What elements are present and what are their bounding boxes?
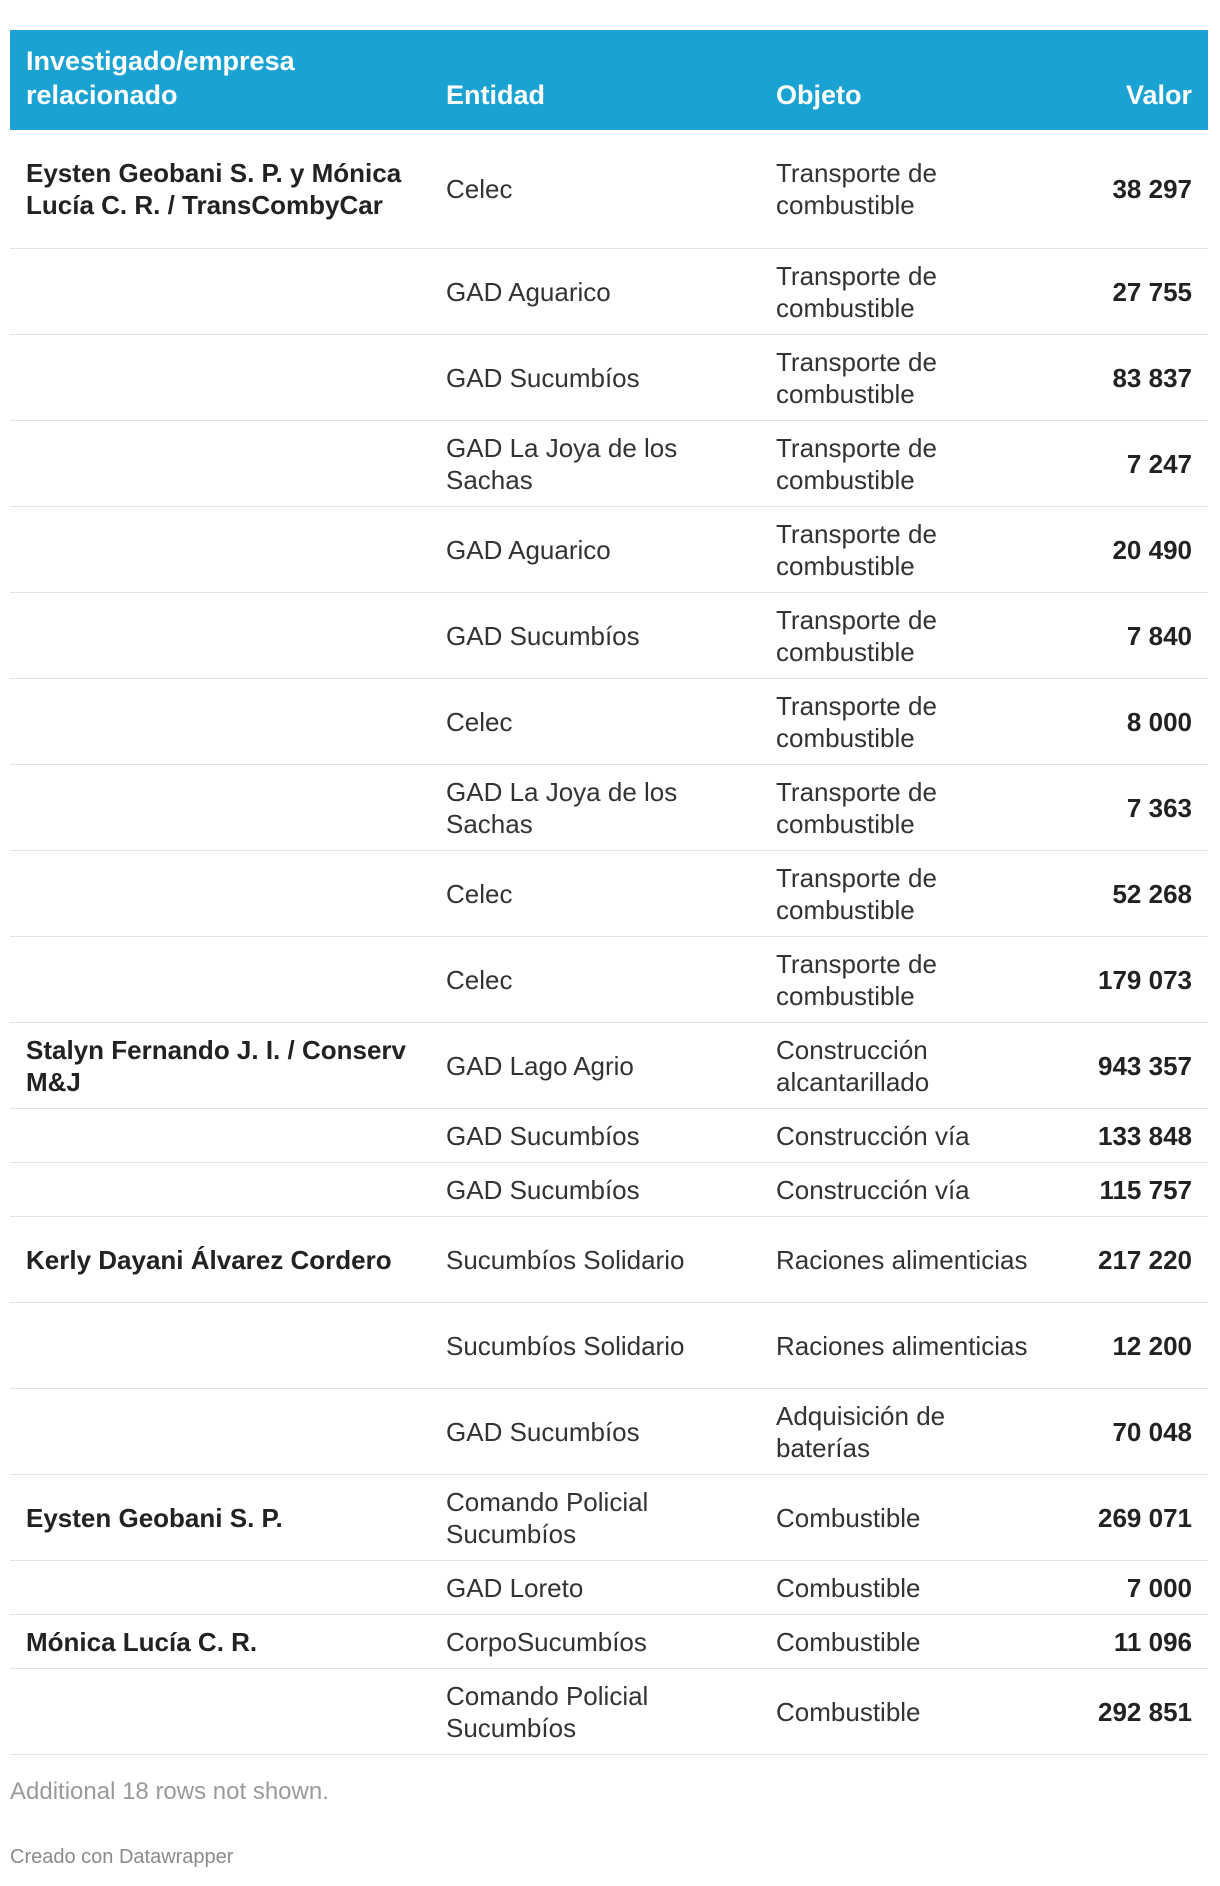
cell-valor: 133 848 [1050, 1109, 1208, 1163]
cell-entidad: GAD La Joya de los Sachas [430, 421, 760, 507]
cell-entidad: Celec [430, 130, 760, 249]
header-entidad[interactable]: Entidad [446, 80, 545, 110]
cell-objeto: Transporte de combustible [760, 593, 1050, 679]
cell-objeto: Transporte de combustible [760, 130, 1050, 249]
datawrapper-credit: Creado con Datawrapper [10, 1846, 234, 1868]
cell-entidad: GAD Sucumbíos [430, 1163, 760, 1217]
table-row [10, 1303, 1208, 1389]
cell-objeto: Transporte de combustible [760, 507, 1050, 593]
cell-objeto: Transporte de combustible [760, 249, 1050, 335]
cell-objeto: Combustible [760, 1669, 1050, 1755]
header-valor[interactable]: Valor [1125, 80, 1192, 110]
cell-investigado [10, 335, 430, 421]
cell-entidad: GAD Aguarico [430, 507, 760, 593]
cell-valor: 7 000 [1050, 1561, 1208, 1615]
cell-valor: 115 757 [1050, 1163, 1208, 1217]
cell-investigado [10, 1669, 430, 1755]
cell-objeto: Transporte de combustible [760, 679, 1050, 765]
cell-valor: 8 000 [1050, 679, 1208, 765]
cell-investigado: Stalyn Fernando J. I. / Conserv M&J [10, 1023, 430, 1109]
table-header-row [10, 30, 1208, 130]
cell-entidad: Sucumbíos Solidario [430, 1217, 760, 1303]
table-row [10, 937, 1208, 1023]
cell-investigado [10, 1163, 430, 1217]
rows-not-shown-note: Additional 18 rows not shown. [10, 1778, 329, 1805]
cell-investigado: Eysten Geobani S. P. [10, 1475, 430, 1561]
cell-valor: 52 268 [1050, 851, 1208, 937]
cell-objeto: Raciones alimenticias [760, 1303, 1050, 1389]
cell-valor: 11 096 [1050, 1615, 1208, 1669]
cell-valor: 20 490 [1050, 507, 1208, 593]
table-row [10, 421, 1208, 507]
cell-valor: 7 840 [1050, 593, 1208, 679]
table-row [10, 249, 1208, 335]
cell-valor: 7 247 [1050, 421, 1208, 507]
cell-entidad: Celec [430, 851, 760, 937]
table-row [10, 1109, 1208, 1163]
cell-entidad: Comando Policial Sucumbíos [430, 1475, 760, 1561]
cell-entidad: Comando Policial Sucumbíos [430, 1669, 760, 1755]
cell-entidad: GAD Lago Agrio [430, 1023, 760, 1109]
cell-entidad: GAD Sucumbíos [430, 593, 760, 679]
cell-objeto: Transporte de combustible [760, 765, 1050, 851]
table-row [10, 1475, 1208, 1561]
table-row [10, 507, 1208, 593]
table-row [10, 1389, 1208, 1475]
table-row [10, 1669, 1208, 1755]
cell-objeto: Adquisición de baterías [760, 1389, 1050, 1475]
cell-entidad: Sucumbíos Solidario [430, 1303, 760, 1389]
data-table-container [10, 30, 1208, 1755]
cell-entidad: CorpoSucumbíos [430, 1615, 760, 1669]
header-objeto[interactable]: Objeto [776, 80, 862, 110]
data-table [10, 30, 1208, 1755]
cell-investigado [10, 1561, 430, 1615]
cell-investigado [10, 593, 430, 679]
cell-investigado: Kerly Dayani Álvarez Cordero [10, 1217, 430, 1303]
cell-objeto: Transporte de combustible [760, 421, 1050, 507]
cell-objeto: Construcción alcantarillado [760, 1023, 1050, 1109]
cell-investigado: Eysten Geobani S. P. y Mónica Lucía C. R. / TransCombyCar [10, 130, 430, 249]
cell-valor: 269 071 [1050, 1475, 1208, 1561]
cell-valor: 83 837 [1050, 335, 1208, 421]
cell-valor: 70 048 [1050, 1389, 1208, 1475]
cell-valor: 38 297 [1050, 130, 1208, 249]
cell-objeto: Construcción vía [760, 1163, 1050, 1217]
cell-investigado [10, 765, 430, 851]
cell-valor: 292 851 [1050, 1669, 1208, 1755]
cell-investigado [10, 851, 430, 937]
cell-objeto: Transporte de combustible [760, 851, 1050, 937]
cell-entidad: GAD Sucumbíos [430, 1389, 760, 1475]
cell-investigado [10, 421, 430, 507]
cell-valor: 217 220 [1050, 1217, 1208, 1303]
cell-objeto: Transporte de combustible [760, 335, 1050, 421]
cell-objeto: Combustible [760, 1615, 1050, 1669]
table-row [10, 1023, 1208, 1109]
cell-investigado [10, 1389, 430, 1475]
table-row [10, 679, 1208, 765]
cell-entidad: Celec [430, 679, 760, 765]
table-row [10, 130, 1208, 249]
table-row [10, 1217, 1208, 1303]
cell-entidad: GAD Sucumbíos [430, 1109, 760, 1163]
cell-entidad: Celec [430, 937, 760, 1023]
cell-entidad: GAD La Joya de los Sachas [430, 765, 760, 851]
cell-entidad: GAD Loreto [430, 1561, 760, 1615]
cell-investigado [10, 1303, 430, 1389]
cell-objeto: Combustible [760, 1475, 1050, 1561]
cell-investigado [10, 679, 430, 765]
cell-entidad: GAD Sucumbíos [430, 335, 760, 421]
cell-objeto: Transporte de combustible [760, 937, 1050, 1023]
cell-valor: 12 200 [1050, 1303, 1208, 1389]
cell-investigado [10, 1109, 430, 1163]
cell-objeto: Raciones alimenticias [760, 1217, 1050, 1303]
cell-valor: 943 357 [1050, 1023, 1208, 1109]
table-row [10, 1615, 1208, 1669]
cell-valor: 179 073 [1050, 937, 1208, 1023]
table-row [10, 1561, 1208, 1615]
cell-investigado: Mónica Lucía C. R. [10, 1615, 430, 1669]
cell-entidad: GAD Aguarico [430, 249, 760, 335]
cell-objeto: Combustible [760, 1561, 1050, 1615]
table-row [10, 765, 1208, 851]
table-row [10, 593, 1208, 679]
header-investigado[interactable]: Investigado/empresa relacionado [26, 46, 295, 110]
cell-investigado [10, 937, 430, 1023]
cell-investigado [10, 507, 430, 593]
table-body [10, 130, 1208, 1755]
table-row [10, 1163, 1208, 1217]
cell-valor: 27 755 [1050, 249, 1208, 335]
cell-valor: 7 363 [1050, 765, 1208, 851]
cell-objeto: Construcción vía [760, 1109, 1050, 1163]
cell-investigado [10, 249, 430, 335]
table-row [10, 335, 1208, 421]
table-row [10, 851, 1208, 937]
